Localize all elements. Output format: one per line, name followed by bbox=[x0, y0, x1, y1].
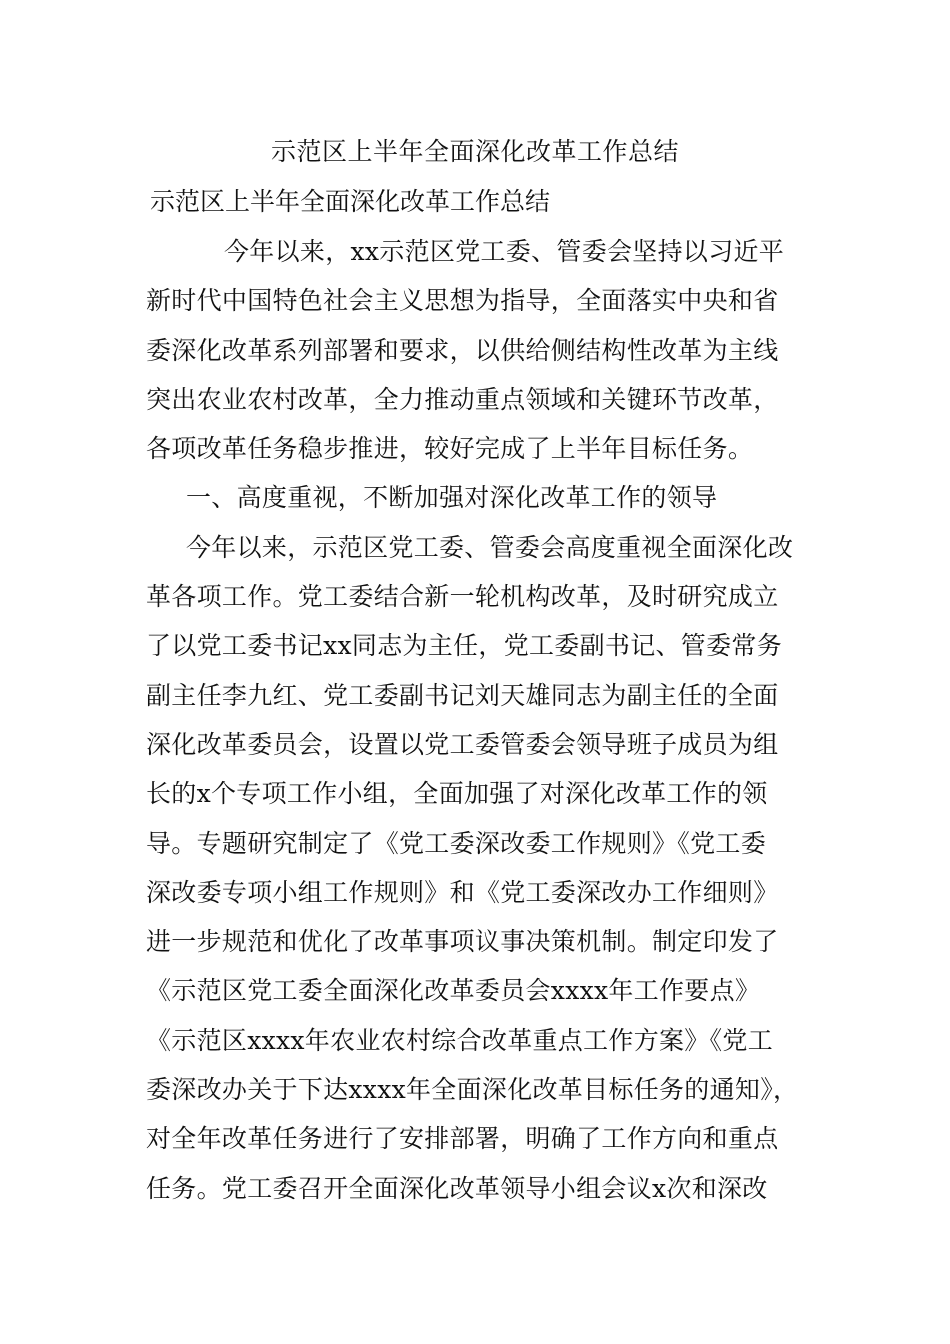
body-line: 《示范区xxxx年农业农村综合改革重点工作方案》《党工 bbox=[146, 1025, 773, 1055]
section-heading: 一、高度重视，不断加强对深化改革工作的领导 bbox=[186, 483, 718, 513]
body-line: 了以党工委书记xx同志为主任，党工委副书记、管委常务 bbox=[146, 631, 783, 661]
body-line: 突出农业农村改革，全力推动重点领域和关键环节改革， bbox=[146, 384, 779, 414]
body-line: 各项改革任务稳步推进，较好完成了上半年目标任务。 bbox=[146, 434, 754, 464]
document-subtitle: 示范区上半年全面深化改革工作总结 bbox=[150, 187, 551, 216]
body-line: 深化改革委员会，设置以党工委管委会领导班子成员为组 bbox=[146, 729, 779, 759]
body-line: 新时代中国特色社会主义思想为指导，全面落实中央和省 bbox=[146, 286, 779, 316]
body-line: 进一步规范和优化了改革事项议事决策机制。制定印发了 bbox=[146, 927, 779, 957]
body-line: 深改委专项小组工作规则》和《党工委深改办工作细则》 bbox=[146, 877, 779, 907]
body-line: 委深改办关于下达xxxx年全面深化改革目标任务的通知》， bbox=[146, 1075, 799, 1105]
body-line: 副主任李九红、党工委副书记刘天雄同志为副主任的全面 bbox=[146, 680, 779, 710]
body-line: 导。专题研究制定了《党工委深改委工作规则》《党工委 bbox=[146, 828, 767, 858]
document-title: 示范区上半年全面深化改革工作总结 bbox=[270, 137, 679, 166]
body-line: 今年以来，xx示范区党工委、管委会坚持以习近平 bbox=[224, 237, 785, 266]
body-line: 对全年改革任务进行了安排部署，明确了工作方向和重点 bbox=[146, 1124, 779, 1154]
body-line: 今年以来，示范区党工委、管委会高度重视全面深化改 bbox=[186, 532, 794, 562]
document-body bbox=[146, 232, 836, 1218]
body-line: 委深化改革系列部署和要求，以供给侧结构性改革为主线 bbox=[146, 335, 779, 365]
body-line: 《示范区党工委全面深化改革委员会xxxx年工作要点》 bbox=[146, 976, 761, 1006]
body-line: 革各项工作。党工委结合新一轮机构改革，及时研究成立 bbox=[146, 582, 779, 612]
body-line: 长的x个专项工作小组，全面加强了对深化改革工作的领 bbox=[146, 779, 768, 809]
body-line: 任务。党工委召开全面深化改革领导小组会议x次和深改 bbox=[146, 1173, 768, 1203]
